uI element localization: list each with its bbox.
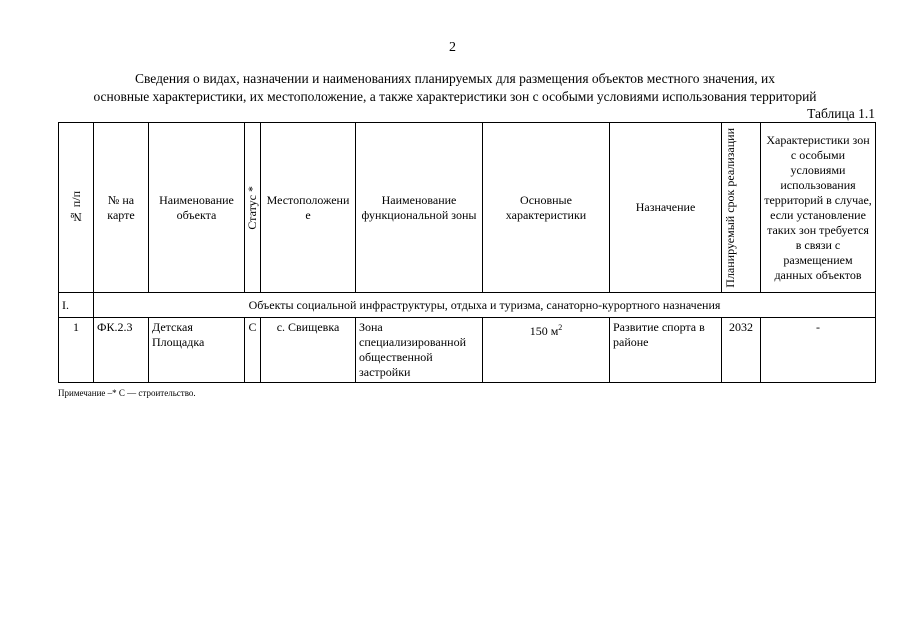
footnote: Примечание –* С — строительство. <box>58 388 196 398</box>
header-location: Местоположение <box>261 123 356 293</box>
superscript: 2 <box>558 323 563 332</box>
cell-characteristics: 150 $м^2$ <box>483 318 610 383</box>
page-number: 2 <box>449 40 456 55</box>
cell-location: с. Свищевка <box>261 318 356 383</box>
heading-line-1: Сведения о видах, назначении и наименованиях планируемых для размещения объектов местного значения, их <box>134 71 776 86</box>
cell-name: Детская Площадка <box>149 318 245 383</box>
table-header-row <box>59 123 876 293</box>
heading-line-2: основные характеристики, их местоположение, а также характеристики зон с особыми условиями использования территорий <box>93 89 817 104</box>
cell-term: 2032 <box>722 318 761 383</box>
cell-zone-name: Зона специализированной общественной застройки <box>356 318 483 383</box>
table-label: Таблица 1.1 <box>807 106 875 121</box>
section-row <box>59 293 876 318</box>
header-term: Планируемый срок реализации <box>722 123 761 293</box>
header-characteristics: Основные характеристики <box>483 123 610 293</box>
header-name: Наименование объекта <box>149 123 245 293</box>
table-row <box>59 318 876 383</box>
header-zone-name: Наименование функциональной зоны <box>356 123 483 293</box>
section-title: Объекты социальной инфраструктуры, отдыха и туризма, санаторно-курортного назначения <box>94 293 876 318</box>
objects-table <box>58 122 876 383</box>
document-heading <box>40 70 870 106</box>
header-status: Статус * <box>245 123 261 293</box>
cell-special-zones: - <box>761 318 876 383</box>
section-num: I. <box>59 293 94 318</box>
cell-num: 1 <box>59 318 94 383</box>
header-map-no: № на карте <box>94 123 149 293</box>
header-special-zones: Характеристики зон с особыми условиями использования территорий в случае, если установление таких зон требуется в связи с размещением данных объектов <box>761 123 876 293</box>
cell-purpose: Развитие спорта в районе <box>610 318 722 383</box>
cell-status: С <box>245 318 261 383</box>
cell-map-no: ФК.2.3 <box>94 318 149 383</box>
header-num: № п/п <box>59 123 94 293</box>
header-purpose: Назначение <box>610 123 722 293</box>
